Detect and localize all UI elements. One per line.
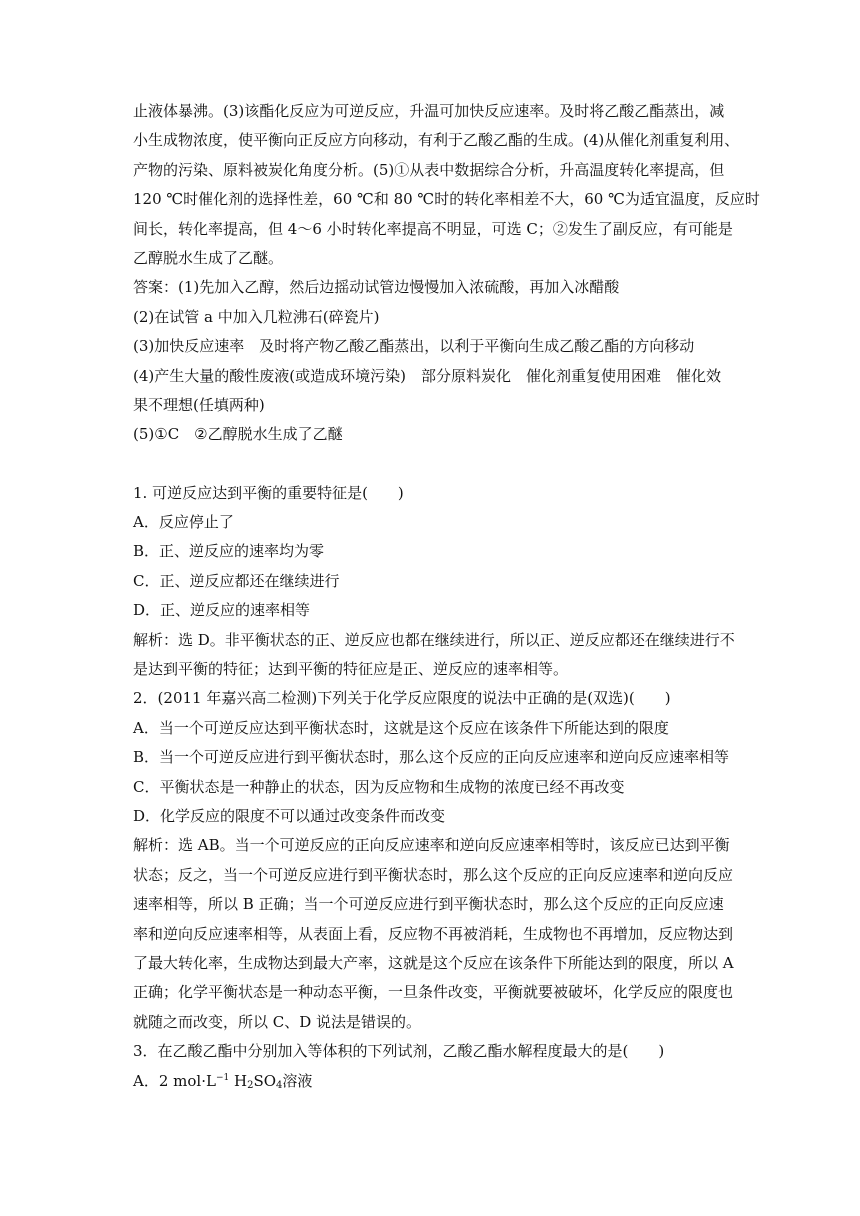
analysis-line: 乙醇脱水生成了乙醚。 <box>133 248 284 267</box>
formula-part: H <box>229 1071 248 1090</box>
answer-line: (2)在试管 a 中加入几粒沸石(碎瓷片) <box>133 307 380 326</box>
analysis-line: 解析：选 D。非平衡状态的正、逆反应也都在继续进行，所以正、逆反应都还在继续进行不 <box>133 630 735 649</box>
question-2 <box>133 684 733 1037</box>
formula-part: SO <box>253 1071 277 1090</box>
document-page <box>133 97 760 1096</box>
option-d: D．正、逆反应的速率相等 <box>133 601 311 620</box>
analysis-line: 止液体暴沸。(3)该酯化反应为可逆反应，升温可加快反应速率。及时将乙酸乙酯蒸出，减 <box>133 102 725 120</box>
option-c: C．平衡状态是一种静止的状态，因为反应物和生成物的浓度已经不再改变 <box>133 777 625 796</box>
option-d: D．化学反应的限度不可以通过改变条件而改变 <box>133 806 446 825</box>
answer-block <box>133 273 733 449</box>
analysis-line: 间长，转化率提高，但 4～6 小时转化率提高不明显，可选 C；②发生了副反应，有可能是 <box>133 219 733 238</box>
question-stem: 3．在乙酸乙酯中分别加入等体积的下列试剂，乙酸乙酯水解程度最大的是( ) <box>133 1042 665 1061</box>
answer-line: 果不理想(任填两种) <box>133 395 265 414</box>
analysis-line: 率和逆向反应速率相等，从表面上看，反应物不再被消耗，生成物也不再增加，反应物达到 <box>133 924 734 943</box>
option-a: A．当一个可逆反应达到平衡状态时，这就是这个反应在该条件下所能达到的限度 <box>133 718 669 737</box>
question-stem: 1. 可逆反应达到平衡的重要特征是( ) <box>133 483 404 502</box>
question-1 <box>133 479 733 685</box>
formula-subscript: 4 <box>276 1079 283 1091</box>
analysis-line: 120 ℃时催化剂的选择性差，60 ℃和 80 ℃时的转化率相差不大，60 ℃为适宜温度，反应时 <box>133 190 760 209</box>
analysis-line: 产物的污染、原料被炭化角度分析。(5)①从表中数据综合分析，升高温度转化率提高，但 <box>133 160 725 179</box>
formula-subscript: 2 <box>247 1079 254 1091</box>
answer-line: (3)加快反应速率 及时将产物乙酸乙酯蒸出，以利于平衡向生成乙酸乙酯的方向移动 <box>133 337 695 356</box>
analysis-line: 了最大转化率，生成物达到最大产率，这就是这个反应在该条件下所能达到的限度，所以 A <box>133 953 734 972</box>
analysis-line: 正确；化学平衡状态是一种动态平衡，一旦条件改变，平衡就要被破坏，化学反应的限度也 <box>133 983 734 1002</box>
analysis-block <box>133 97 760 273</box>
unit-exponent: −1 <box>215 1072 230 1083</box>
answer-line: (4)产生大量的酸性废液(或造成环境污染) 部分原料炭化 催化剂重复使用困难 催化效 <box>133 366 721 385</box>
option-a-prefix: A．2 mol·L <box>133 1071 216 1090</box>
answer-line: 答案：(1)先加入乙醇，然后边摇动试管边慢慢加入浓硫酸，再加入冰醋酸 <box>133 278 620 297</box>
option-b: B．正、逆反应的速率均为零 <box>133 542 325 561</box>
section-gap <box>133 450 733 479</box>
analysis-line: 状态；反之，当一个可逆反应进行到平衡状态时，那么这个反应的正向反应速率和逆向反应 <box>133 865 734 884</box>
analysis-line: 是达到平衡的特征；达到平衡的特征应是正、逆反应的速率相等。 <box>133 660 569 679</box>
analysis-line: 就随之而改变，所以 C、D 说法是错误的。 <box>133 1012 422 1031</box>
analysis-line: 速率相等，所以 B 正确；当一个可逆反应进行到平衡状态时，那么这个反应的正向反应速 <box>133 895 724 914</box>
question-3 <box>133 1037 733 1096</box>
question-stem: 2．(2011 年嘉兴高二检测)下列关于化学反应限度的说法中正确的是(双选)( ) <box>133 689 671 708</box>
option-a <box>133 1067 733 1096</box>
option-a-suffix: 溶液 <box>282 1071 313 1090</box>
option-c: C．正、逆反应都还在继续进行 <box>133 571 340 590</box>
option-b: B．当一个可逆反应进行到平衡状态时，那么这个反应的正向反应速率和逆向反应速率相等 <box>133 748 730 767</box>
option-a: A．反应停止了 <box>133 513 234 532</box>
analysis-line: 解析：选 AB。当一个可逆反应的正向反应速率和逆向反应速率相等时，该反应已达到平衡 <box>133 836 730 855</box>
analysis-line: 小生成物浓度，使平衡向正反应方向移动，有利于乙酸乙酯的生成。(4)从催化剂重复利用、 <box>133 131 740 150</box>
answer-line: (5)①C ②乙醇脱水生成了乙醚 <box>133 425 343 444</box>
